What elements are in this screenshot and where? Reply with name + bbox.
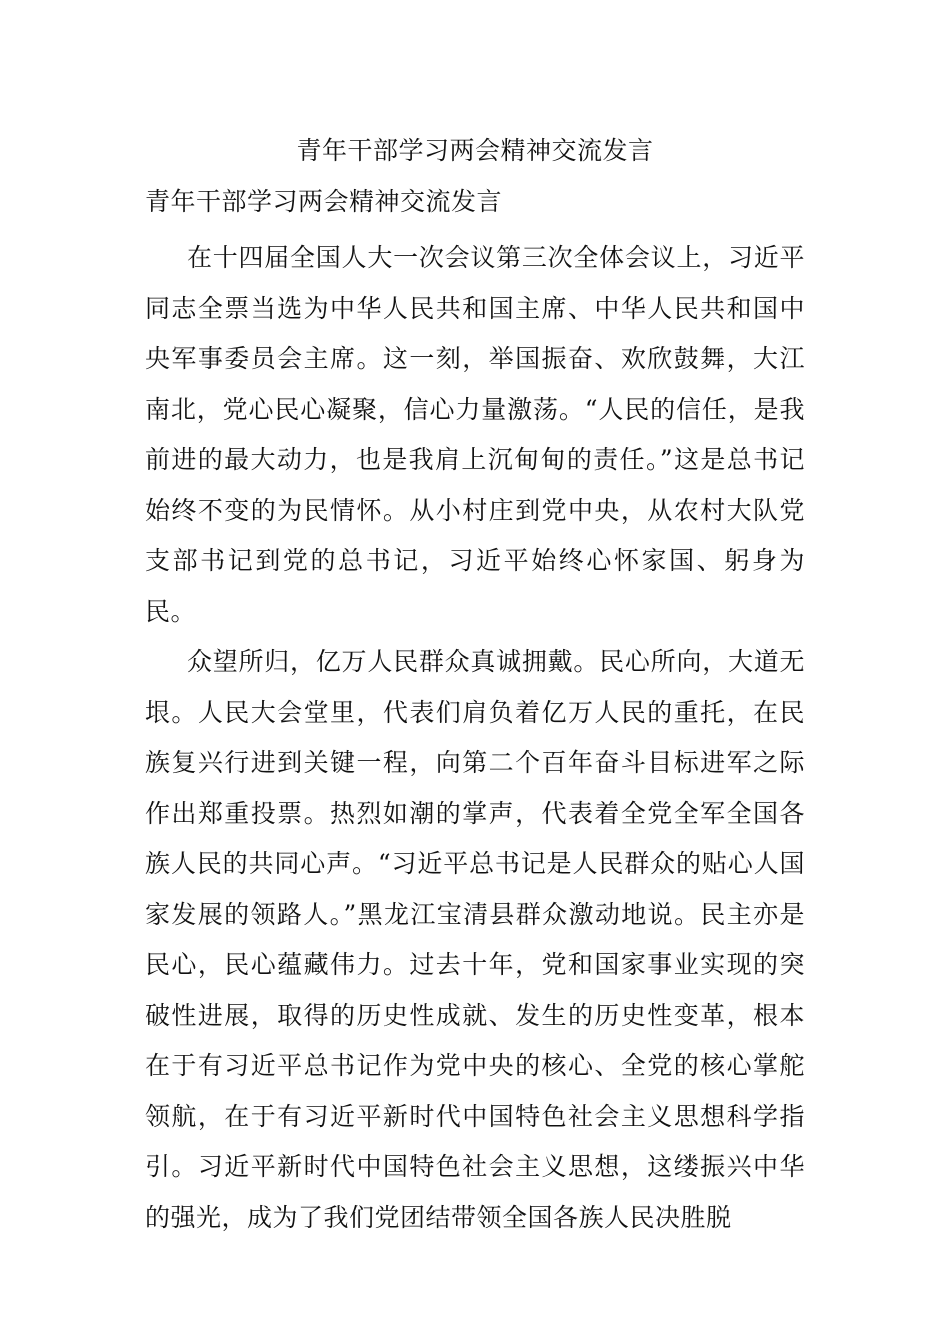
document-title: 青年干部学习两会精神交流发言 [296, 136, 654, 165]
document-subtitle: 青年干部学习两会精神交流发言 [145, 187, 503, 216]
document-body [145, 183, 805, 1243]
paragraph-2: 众望所归，亿万人民群众真诚拥戴。民心所向，大道无垠。人民大会堂里，代表们肩负着亿万人民的重托，在民族复兴行进到关键一程，向第二个百年奋斗目标进军之际作出郑重投票。热烈如潮的掌声，代表着全党全军全国各族人民的共同心声。“习近平总书记是人民群众的贴心人国家发展的领路人。”黑龙江宝清县群众激动地说。民主亦是民心，民心蕴藏伟力。过去十年，党和国家事业实现的突破性进展，取得的历史性成就、发生的历史性变革，根本在于有习近平总书记作为党中央的核心、全党的核心掌舵领航，在于有习近平新时代中国特色社会主义思想科学指引。习近平新时代中国特色社会主义思想，这缕振兴中华的强光，成为了我们党团结带领全国各族人民决胜脱 [145, 647, 805, 1232]
paragraph-1: 在十四届全国人大一次会议第三次全体会议上，习近平同志全票当选为中华人民共和国主席、中华人民共和国中央军事委员会主席。这一刻，举国振奋、欢欣鼓舞，大江南北，党心民心凝聚，信心力量激荡。“人民的信任，是我前进的最大动力，也是我肩上沉甸甸的责任。”这是总书记始终不变的为民情怀。从小村庄到党中央，从农村大队党支部书记到党的总书记，习近平始终心怀家国、躬身为民。 [145, 243, 805, 626]
